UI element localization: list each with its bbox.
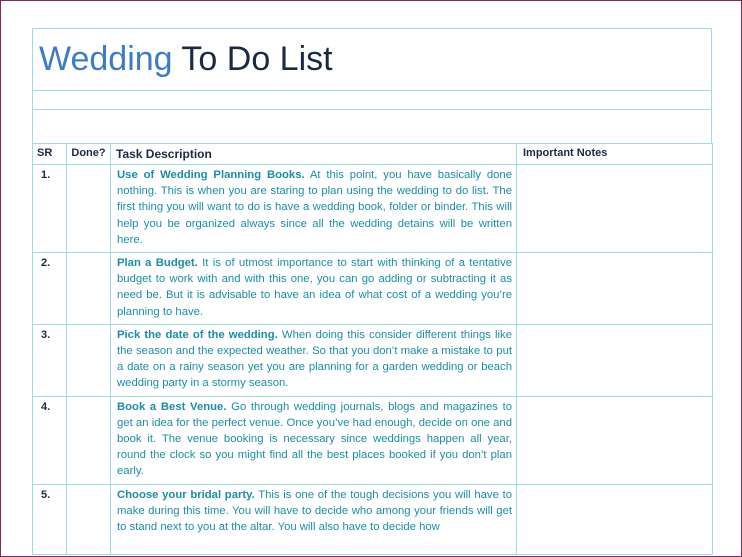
done-cell[interactable] xyxy=(67,324,111,396)
done-cell[interactable] xyxy=(67,484,111,554)
column-header-done: Done? xyxy=(67,144,111,165)
task-body: Go through wedding journals, blogs and magazines to get an idea for the perfect venue. Once you’ve had enough, decide on one and book it. The venue booking is necessary since weddings happen all year, round the clock so you might find all the best places booked if you don’t plan early. xyxy=(117,400,513,478)
table-row xyxy=(33,165,713,253)
notes-cell[interactable] xyxy=(517,253,713,325)
table-row xyxy=(33,396,713,484)
task-number: 1. xyxy=(33,165,67,253)
task-number: 4. xyxy=(33,396,67,484)
task-table xyxy=(32,143,713,555)
task-description xyxy=(111,484,517,554)
table-row xyxy=(33,253,713,325)
blank-row xyxy=(32,90,712,109)
column-header-notes: Important Notes xyxy=(517,144,713,165)
task-description xyxy=(111,396,517,484)
task-heading: Book a Best Venue. xyxy=(117,400,227,413)
page-title xyxy=(39,39,333,79)
table-header-row xyxy=(33,144,713,165)
table-row xyxy=(33,484,713,554)
notes-cell[interactable] xyxy=(517,324,713,396)
task-body: When doing this consider different things like the season and the expected weather. So that you don’t make a mistake to put a date on a rainy season yet you are planning for a garden wedding or beach wedding party in a stormy season. xyxy=(117,328,512,390)
done-cell[interactable] xyxy=(67,253,111,325)
column-header-sr: SR xyxy=(33,144,67,165)
task-heading: Choose your bridal party. xyxy=(117,488,255,501)
task-description xyxy=(111,165,517,253)
task-body: At this point, you have basically done nothing. This is when you are staring to plan using the wedding to do list. The first thing you will want to do is have a wedding book, folder or binder. This will help you be organized always since all the wedding detains will be written here. xyxy=(117,169,512,246)
title-accent: Wedding xyxy=(39,40,173,78)
task-description xyxy=(111,253,517,325)
title-rest: To Do List xyxy=(181,40,333,78)
task-heading: Plan a Budget. xyxy=(117,257,198,270)
blank-row xyxy=(32,109,712,143)
done-cell[interactable] xyxy=(67,396,111,484)
task-number: 2. xyxy=(33,253,67,325)
task-body: It is of utmost importance to start with thinking of a tentative budget to work with and with this one, you can go adding or subtracting it as need be. But it is advisable to have an idea of what cost of a wedding you’re planning to have. xyxy=(117,257,512,318)
task-description xyxy=(111,324,517,396)
column-header-description: Task Description xyxy=(111,144,517,165)
notes-cell[interactable] xyxy=(517,484,713,554)
task-body: This is one of the tough decisions you will have to make during this time. You will have to decide who among your friends will get to stand next to you at the altar. You will also have to decide how xyxy=(117,488,512,534)
title-row xyxy=(32,28,712,90)
table-row xyxy=(33,324,713,396)
notes-cell[interactable] xyxy=(517,396,713,484)
notes-cell[interactable] xyxy=(517,165,713,253)
task-heading: Pick the date of the wedding. xyxy=(117,328,278,341)
task-number: 3. xyxy=(33,324,67,396)
done-cell[interactable] xyxy=(67,165,111,253)
task-number: 5. xyxy=(33,484,67,554)
todo-sheet xyxy=(32,28,712,534)
task-heading: Use of Wedding Planning Books. xyxy=(117,169,305,181)
